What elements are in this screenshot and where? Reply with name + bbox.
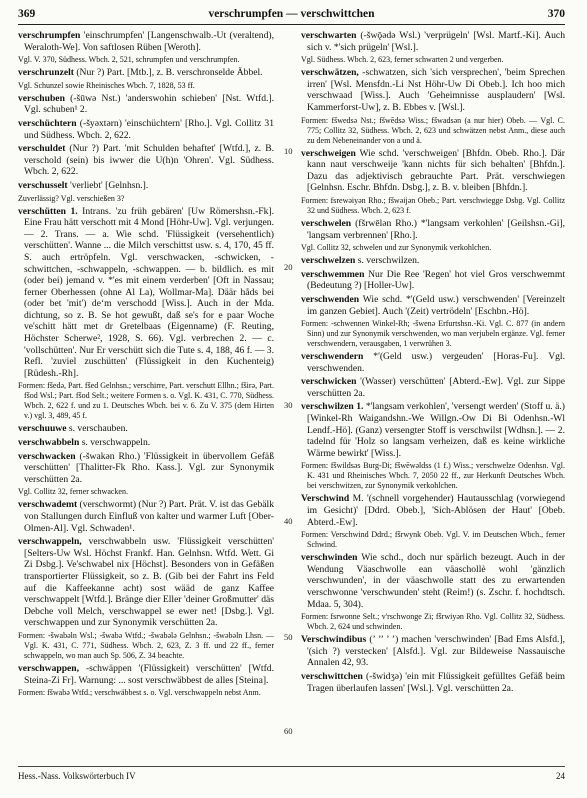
dictionary-entry [301,552,565,610]
entry-definition: (’ ’’ ’ ’) machen 'verschwinden' [Bad Ems Alsfd.], '(sich ?) verstecken' [Alsfd.]. Vgl. zur Bildeweise Nassauische Annalen 42, 93. [307,634,565,669]
entry-headword: verschwemmen [301,268,365,280]
entry-definition: Wie schd., doch nur spärlich bezeugt. Auch in der Wendung Väaschwolle ean väaschollè wohl 'gänzlich verschwunden', in der väaschwolle statt des zu erwartenden verschwonne 'verschwunden' steht (Reim!) (s. Zschr. f. hochdtsch. Mdaa. 5, 304). [307,552,565,610]
entry-definition: s. verschauben. [66,423,128,435]
dictionary-entry [18,206,274,380]
entry-note: Formen: fsrewǝiyǝn Rho.; fšwǝijǝn Obeb.; Part. verschwiegge Dsbg. Vgl. Collitz 32 und Südhess. Wbch. 2, 623 f. [301,195,565,215]
entry-definition: Intrans. 'zu früh gebären' [Uw Römershsn.-Fk]. Eine Frau hätt verschott mit 4 Mond [Höhr-Uw]. Vgl. verjungen. — 2. Trans. — a. Wie schd. 'Flüssigkeit (versehentlich) verschütten'. Wanne ... die Milch verschittst usw. s. 4, 170, 45 ff. S. auch ertröpfeln. Vgl. verschwacken, -schwicken, -schwittchen, -schwappeln, -schwappen. — b. bildlich. es mit (oder bei) jemand v. *'es mit einem verderben' [Oft in Nassau; ferner Oberhessen (ohne Al La), Wollmar-Ma]. Däär håds bei (oder bet 'mit') de‘m verschodd [Wiss.]. Auch in der Mda. dichtung, so z. B. Se hot gewußt, daß se's for e paar Woche ve'schitt hätt met dr Gretelbaas (Eigenname) (F. Reuting, Höchster Scherwe², 1928, S. 66). Vgl. verbrechen 2. — c. 'vollschütten'. Nur Er verschütt sich die Tute s. 4, 188, 46 f. — 3. Refl. 'zuviel zuschütten' (Flüssigkeit in den Kuchenteig) [Rüdesh.-Rh]. [24,205,274,379]
entry-headword: verschwabbeln [18,437,80,449]
footer-sheet-number: 24 [556,771,565,781]
entry-definition: (Nur ?) Part. [Mtb.], z. B. verschronselde Äbbel. [73,67,263,79]
entry-headword: verschwittchen [301,670,363,682]
entry-definition: (fšrwēlǝn Rho.) *'langsam verkohlen' [Geilshsn.-Gi], 'langsam verbrennen' [Rho.]. [307,217,565,241]
entry-note: Formen: -schwennen Winkel-Rh; -šwenǝ Erfurtshsn.-Ki. Vgl. C. 877 (in andern Sinn) und zur Synonymik verschwenden, wo man verjubeln ergänze. Vgl. ferner verschwendern, verausgaben, 1 verwrühen 3. [301,319,565,349]
dictionary-entry [301,218,565,241]
entry-definition: (-šūwǝ Nst.) 'anderswohin schieben' [Nst. Wtfd.]. Vgl. schuben¹ 2. [24,92,274,116]
entry-headword: verschwenden [301,293,360,305]
line-number: 40 [284,516,293,526]
dictionary-entry [18,663,274,686]
entry-headword: verschuldet [18,143,66,155]
entry-definition: -schwatzen, sich 'sich versprechen', 'beim Sprechen irren' [Wsl. Mensfdn.-Li Nst Höhr-Uw Di Obeb.]. Ich hoo mich verschwaad [Wiss.]. Auch 'Geheimnisse ausplaudern' [Wsl. Kammerforst-Uw], z. B. Ebbes v. [Wsl.]. [307,67,565,113]
entry-note: Vgl. Collitz 32, ferner schwacken. [18,487,128,497]
entry-definition: Wie schd. *'(Geld usw.) verschwenden' [Vereinzelt im ganzen Gebiet]. Auch '(Zeit) vertrödeln' [Eschbn.-Hö]. [307,293,565,317]
entry-headword: verschwarten [301,30,357,41]
page-number-right: 370 [547,8,565,20]
dictionary-entry [301,493,565,528]
dictionary-entry [301,67,565,113]
entry-headword: verschwappeln, [18,536,82,548]
dictionary-entry [301,269,565,292]
dictionary-entry [301,671,565,694]
entry-definition: (-šyǝxtǝrn) 'einschüchtern' [Rho.]. Vgl. Collitz 31 und Südhess. Wbch. 2, 622. [24,117,274,141]
entry-definition: (-šwidʒǝ) 'ein mit Flüssigkeit gefülltes Gefäß beim Tragen überlaufen lassen' [Wsl.]. Vgl. verschütten 2a. [307,670,565,694]
entry-note: Formen: Verschwind Ddrd.; fšrwynk Obeb. Vgl. V. im Deutschen Wbch., ferner Schwind. [301,530,565,550]
entry-headword: Verschwindibus [301,634,367,646]
entry-headword: verschuuwe [18,423,67,435]
entry-headword: verschwelzen [301,255,356,267]
dictionary-entry [18,451,274,486]
dictionary-entry [301,351,565,374]
left-column [18,30,274,766]
entry-definition: verschwabbeln usw. 'Flüssigkeit verschütten' [Selters-Uw Wsl. Höchst Frankf. Han. Gelnhsn. Wtfd. Wett. Gi Zi Dsbg.]. Ve'schwabel nix [Höchst]. Besonders von in Gefäßen transportierter Flüssigkeit, so z. B. (Gib bei der Fahrt ins Feld auf die Kaffeekanne acht) sost wääd de ganz Kaffee verschwappelt [Wtfd.]. Bränge dier Eller 'deiner Großmutter' däs Debche voll Melch, verschwappel se ewer net! [Dsbg.]. Vgl. verschwappen und zur Synonymik verschütten 2a. [24,536,274,629]
entry-definition: 'verliebt' [Gelnhsn.]. [67,179,149,191]
dictionary-entry [18,118,274,141]
entry-note: Formen: fšwedsǝ Nst.; fšwēdsǝ Wiss.; fšwadsǝn (a nur hier) Obeb. — Vgl. C. 775; Collitz 32, Südhess. Wbch. 2, 623 und schwätzen nebst Anm., diese auch zu dem Nebeneinander von a und ä. [301,115,565,145]
entry-headword: verschüchtern [18,117,77,129]
entry-headword: verschwademt [18,499,78,511]
entry-headword: verschweigen [301,147,356,159]
entry-headword: Verschwind [301,493,350,505]
dictionary-entry [18,93,274,116]
entry-note: Vgl. Collitz 32, schwelen und zur Synonymik verkohlchen. [301,243,492,253]
entry-headword: verschwinden [301,552,358,564]
dictionary-entry [301,255,565,267]
entry-definition: *'(Geld usw.) vergeuden' [Horas-Fu]. Vgl. verschwenden. [307,351,565,374]
dictionary-entry [301,30,565,53]
dictionary-entry [18,180,274,192]
entry-headword: verschrumpfen [18,30,81,41]
entry-note: Formen: fšedǝ, Part. fšed Gelnhsn.; verschirre, Part. verschutt Ellhn.; fširǝ, Part. fšod Wsl.; Part. fšod Selt.; weitere Formen s. o. Vgl. K. 431, C. 770, Südhess. Wbch. 2, 622 f. und zu 1. Deutsches Wbch. bei v. 6. Zu V. 375 (dem Hirten v.) vgl. 3, 489, 45 f. [18,381,274,421]
footer-rule [18,766,565,767]
entry-note: Formen: fšwildsǝs Burg-Di; fšwēwǝldss (1 f.) Wiss.; verschwelze Odenhsn. Vgl. K. 431 und Rheinisches Wbch. 7, 2050 22 ff., zur Herkunft Deutsches Wbch. bei verschwitzen, zur Synonymik verkohlchen. [301,461,565,491]
entry-note: Formen: -šwabǝln Wsl.; -šwabǝ Wtfd.; -šwabǝlǝ Gelnhsn.; -šwǝbǝln Lhsn. — Vgl. K. 431, C. 771, Südhess. Wbch. 2, 623, Z. 3 ff. und 22 ff., ferner schwappeln, wo man auch Sp. 506, Z. 34 beachte. [18,630,274,660]
entry-headword: verschusselt [18,179,68,191]
entry-headword: verschwicken [301,376,357,388]
entry-definition: (verschwormt) (Nur ?) Part. Prät. V. ist das Gebälk von Stallungen durch Einfluß von kalter und warmer Luft [Ober-Olmen-Al]. Vgl. Schwaden¹. [24,499,274,534]
entry-definition: s. verschwilzen. [355,255,420,267]
dictionary-entry [18,423,274,435]
line-number: 30 [284,400,293,410]
entry-headword: verschwacken [18,450,76,462]
dictionary-entry [18,536,274,629]
line-number: 60 [284,726,293,736]
dictionary-entry [301,376,565,399]
entry-definition: Wie schd. 'verschweigen' [Bhfdn. Obeb. Rho.]. Där kann naut verschweije 'kann nichts für sich behalten' [Bhfdn.]. Dazu das adjektivisch gebrauchte Part. Prät. verschwiegen [Gelnhsn. Eschr. Bhfdn. Dsbg.], z. B. v. bleiben [Bhfdn.]. [307,147,565,194]
entry-note: Zuverlässig? Vgl. verschießen 3? [18,193,125,203]
entry-headword: verschrunzelt [18,67,74,79]
entry-headword: verschwilzen 1. [301,401,364,413]
right-column [301,30,565,766]
line-number: 50 [284,632,293,642]
entry-note: Formen: fsrwonne Selt.; v'rschwonge Zi; fšrwiyǝn Rho. Vgl. Collitz 32, Südhess. Wbch. 2, 624 und schwinden. [301,612,565,632]
footer-volume: Hess.-Nass. Volkswörterbuch IV [18,771,136,781]
entry-note: Vgl. Schunzel sowie Rheinisches Wbch. 7, 1828, 53 ff. [18,80,195,90]
entry-definition: 'einschrumpfen' [Langenschwalb.-Ut (veraltend), Weraloth-We]. Von saftlosen Rüben [Weroth]. [24,30,274,53]
entry-headword: verschütten 1. [18,205,78,217]
header-title: verschrumpfen — verschwittchen [208,8,375,20]
entry-note: Vgl. V. 370, Südhess. Wbch. 2, 521, schrumpfen und verschrumpfen. [18,55,240,65]
entry-note: Formen: fšwabǝ Wtfd.; verschwäbbest s. o. Vgl. verschwappeln nebst Anm. [18,688,261,698]
entry-headword: verschwappen, [18,662,80,674]
dictionary-entry [301,148,565,194]
running-header [18,8,565,24]
dictionary-entry [301,401,565,459]
entry-definition: M. '(schnell vorgehender) Hautausschlag (vorwiegend im Gesicht)' [Ddrd. Obeb.], 'Sich-Ablösen der Haut' [Obeb. Abterd.-Ew]. [307,493,565,528]
entry-definition: s. verschwappeln. [79,437,151,449]
dictionary-entry [301,294,565,317]
dictionary-entry [18,30,274,53]
entry-note: Vgl. Südhess. Wbch. 2, 623, ferner schwarten 2 und vergerben. [301,55,504,65]
dictionary-entry [18,67,274,79]
entry-headword: verschuben [18,92,65,104]
entry-definition: Nur Die Ree 'Regen' hot viel Gros verschwemmt (Bedeutung ?) [Holler-Uw]. [307,268,565,292]
entry-definition: (Nur ?) Part. 'mit Schulden behaftet' [Wtfd.], z. B. verschold (sein) bis iwwer die U(h)n 'Ohren'. Vgl. Südhess. Wbch. 2, 622. [24,143,274,178]
line-number: 20 [284,262,293,272]
header-rule [18,24,565,25]
line-number: 10 [284,146,293,156]
entry-definition: *'langsam verkohlen', 'versengt werden' (Stoff u. ä.) [Winkel-Rh Waigandshn.-We Willgn.-Ow Di Bi Odenhsn.-Wl Lendf.-Hö]. (Ganz) versengter Stoff is verschwilst [Wdhsn.]. — 2. tadelnd für 'Holz so langsam verheizen, daß es keine wirkliche Wärme bewirkt' [Wiss.]. [307,401,565,459]
entry-definition: (-šwǭǝdǝ Wsl.) 'verprügeln' [Wsl. Martf.-Ki]. Auch sich v. *'sich prügeln' [Wsl.]. [307,30,565,53]
entry-headword: verschwelen [301,217,352,229]
dictionary-entry [18,143,274,178]
page-number-left: 369 [18,8,36,20]
entry-headword: verschwätzen, [301,67,359,79]
dictionary-entry [18,499,274,534]
entry-definition: (-šwakǝn Rho.) 'Flüssigkeit in übervollem Gefäß verschütten' [Thalitter-Fk Rho. Kass.]. Vgl. zur Synonymik verschütten 2a. [24,450,274,485]
entry-headword: verschwendern [301,351,364,363]
dictionary-entry [301,634,565,669]
dictionary-entry [18,437,274,449]
entry-definition: -schwäppen '(Flüssigkeit) verschütten' [Wtfd. Steina-Zi Fr]. Warnung: ... sost verschwäbbest de alles [Steina]. [24,662,274,686]
entry-definition: '(Wasser) verschütten' [Abterd.-Ew]. Vgl. zur Sippe verschütten 2a. [307,376,565,399]
